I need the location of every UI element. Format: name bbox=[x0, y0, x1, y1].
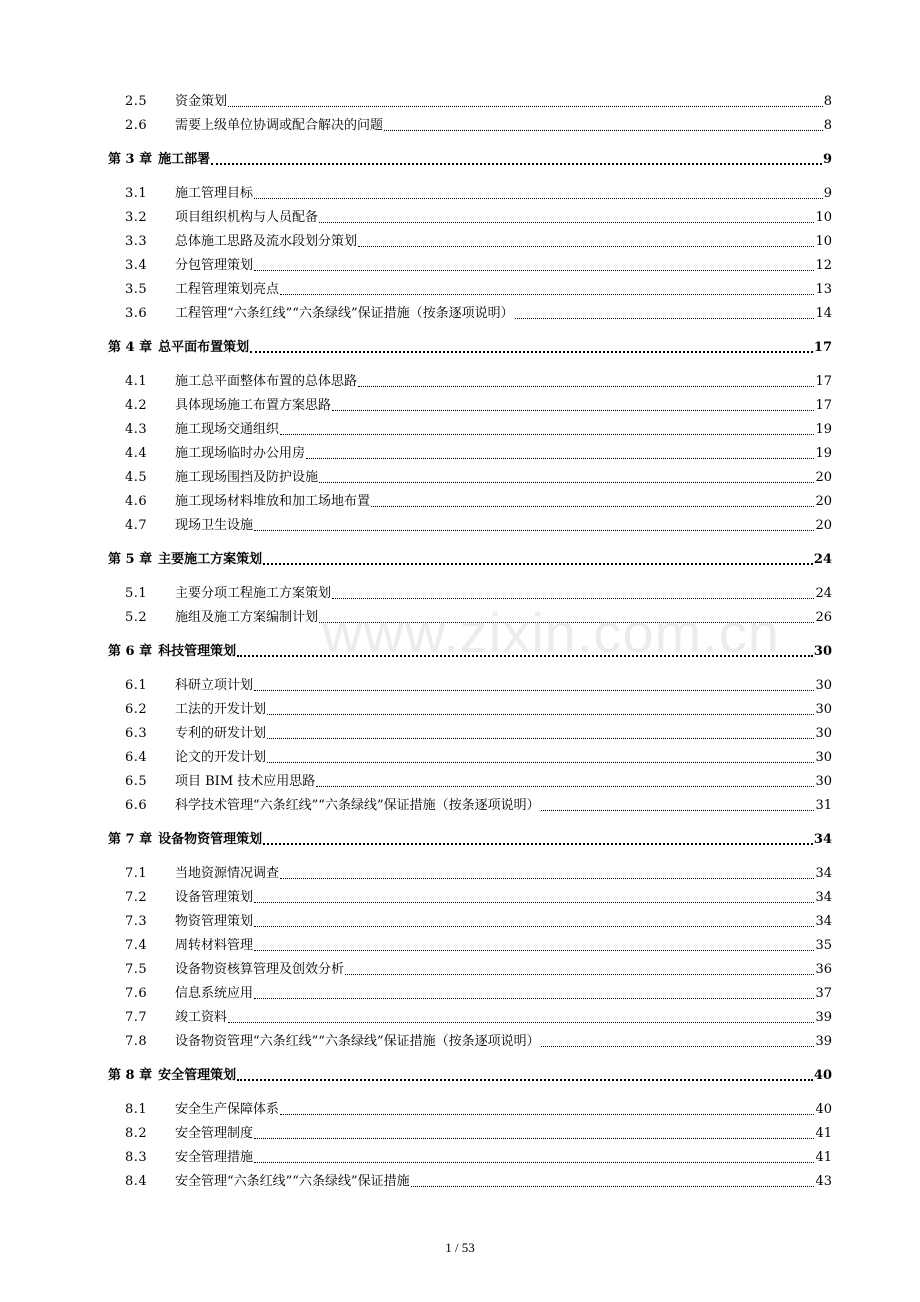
dot-leader bbox=[267, 714, 814, 715]
toc-entry-page-number: 20 bbox=[815, 518, 832, 533]
toc-entry-title: 现场卫生设施 bbox=[175, 518, 254, 533]
dot-leader bbox=[267, 762, 814, 763]
dot-leader bbox=[211, 163, 822, 165]
toc-section-entry[interactable] bbox=[108, 490, 832, 510]
toc-section-entry[interactable] bbox=[108, 230, 832, 250]
toc-entry-title: 科研立项计划 bbox=[175, 678, 254, 693]
toc-section-entry[interactable] bbox=[108, 1006, 832, 1026]
toc-entry-title: 资金策划 bbox=[175, 94, 228, 109]
toc-entry-number: 3.6 bbox=[125, 306, 148, 321]
toc-entry-number: 4.3 bbox=[125, 422, 148, 437]
toc-entry-number: 8.1 bbox=[125, 1102, 148, 1117]
toc-entry-title: 安全管理策划 bbox=[158, 1068, 237, 1083]
dot-leader bbox=[306, 458, 814, 459]
toc-entry-title: 安全生产保障体系 bbox=[175, 1102, 280, 1117]
dot-leader bbox=[254, 690, 814, 691]
toc-entry-title: 主要分项工程施工方案策划 bbox=[175, 586, 332, 601]
toc-entry-page-number: 30 bbox=[815, 774, 832, 789]
toc-section-entry[interactable] bbox=[108, 418, 832, 438]
toc-section-entry[interactable] bbox=[108, 606, 832, 626]
toc-chapter-entry[interactable] bbox=[108, 148, 832, 168]
dot-leader bbox=[250, 351, 813, 353]
dot-leader bbox=[237, 655, 813, 657]
toc-entry-title: 工程管理“六条红线”“六条绿线”保证措施（按条逐项说明） bbox=[175, 306, 514, 321]
toc-entry-page-number: 35 bbox=[815, 938, 832, 953]
dot-leader bbox=[411, 1186, 815, 1187]
toc-entry-page-number: 31 bbox=[815, 798, 832, 813]
toc-entry-number: 第 4 章 bbox=[108, 340, 153, 355]
toc-section-entry[interactable] bbox=[108, 278, 832, 298]
toc-entry-number: 4.6 bbox=[125, 494, 148, 509]
page-number-footer: 1 / 53 bbox=[445, 1240, 475, 1255]
toc-entry-page-number: 26 bbox=[815, 610, 832, 625]
toc-entry-page-number: 39 bbox=[815, 1010, 832, 1025]
toc-entry-page-number: 36 bbox=[815, 962, 832, 977]
dot-leader bbox=[254, 926, 814, 927]
toc-chapter-entry[interactable] bbox=[108, 336, 832, 356]
toc-entry-page-number: 17 bbox=[813, 340, 832, 355]
toc-entry-page-number: 19 bbox=[815, 422, 832, 437]
toc-entry-number: 3.4 bbox=[125, 258, 148, 273]
dot-leader bbox=[280, 294, 814, 295]
toc-section-entry[interactable] bbox=[108, 394, 832, 414]
toc-entry-number: 第 3 章 bbox=[108, 152, 153, 167]
toc-entry-title: 设备管理策划 bbox=[175, 890, 254, 905]
toc-entry-title: 分包管理策划 bbox=[175, 258, 254, 273]
toc-entry-title: 具体现场施工布置方案思路 bbox=[175, 398, 332, 413]
toc-entry-page-number: 9 bbox=[823, 186, 832, 201]
toc-entry-page-number: 34 bbox=[815, 866, 832, 881]
toc-entry-title: 主要施工方案策划 bbox=[158, 552, 263, 567]
toc-section-entry[interactable] bbox=[108, 934, 832, 954]
toc-entry-page-number: 17 bbox=[815, 398, 832, 413]
toc-entry-title: 项目组织机构与人员配备 bbox=[175, 210, 319, 225]
toc-entry-title: 信息系统应用 bbox=[175, 986, 254, 1001]
dot-leader bbox=[254, 530, 814, 531]
toc-section-entry[interactable] bbox=[108, 1098, 832, 1118]
dot-leader bbox=[280, 434, 814, 435]
toc-entry-title: 科学技术管理“六条红线”“六条绿线”保证措施（按条逐项说明） bbox=[175, 798, 540, 813]
toc-entry-number: 4.2 bbox=[125, 398, 148, 413]
toc-entry-number: 6.1 bbox=[125, 678, 148, 693]
toc-entry-page-number: 24 bbox=[815, 586, 832, 601]
toc-entry-title: 施工管理目标 bbox=[175, 186, 254, 201]
toc-section-entry[interactable] bbox=[108, 1030, 832, 1050]
toc-section-entry[interactable] bbox=[108, 1170, 832, 1190]
dot-leader bbox=[515, 318, 815, 319]
dot-leader bbox=[254, 1138, 814, 1139]
toc-entry-page-number: 19 bbox=[815, 446, 832, 461]
toc-entry-number: 5.1 bbox=[125, 586, 148, 601]
toc-entry-title: 施工现场交通组织 bbox=[175, 422, 280, 437]
toc-entry-title: 施工现场临时办公用房 bbox=[175, 446, 306, 461]
toc-entry-title: 施工现场围挡及防护设施 bbox=[175, 470, 319, 485]
dot-leader bbox=[254, 998, 814, 999]
dot-leader bbox=[316, 786, 814, 787]
toc-section-entry[interactable] bbox=[108, 466, 832, 486]
toc-chapter-entry[interactable] bbox=[108, 640, 832, 660]
toc-entry-title: 工程管理策划亮点 bbox=[175, 282, 280, 297]
toc-entry-title: 施组及施工方案编制计划 bbox=[175, 610, 319, 625]
dot-leader bbox=[228, 106, 823, 107]
toc-entry-number: 6.2 bbox=[125, 702, 148, 717]
toc-entry-page-number: 30 bbox=[813, 644, 832, 659]
toc-entry-number: 6.5 bbox=[125, 774, 148, 789]
dot-leader bbox=[254, 1162, 814, 1163]
toc-entry-title: 设备物资管理“六条红线”“六条绿线”保证措施（按条逐项说明） bbox=[175, 1034, 540, 1049]
toc-entry-title: 设备物资核算管理及创效分析 bbox=[175, 962, 345, 977]
toc-entry-page-number: 37 bbox=[815, 986, 832, 1001]
dot-leader bbox=[541, 1046, 815, 1047]
toc-entry-number: 8.3 bbox=[125, 1150, 148, 1165]
toc-entry-title: 专利的研发计划 bbox=[175, 726, 267, 741]
toc-entry-title: 科技管理策划 bbox=[158, 644, 237, 659]
toc-entry-page-number: 14 bbox=[815, 306, 832, 321]
toc-entry-number: 7.7 bbox=[125, 1010, 148, 1025]
toc-entry-title: 论文的开发计划 bbox=[175, 750, 267, 765]
toc-entry-number: 6.3 bbox=[125, 726, 148, 741]
toc-section-entry[interactable] bbox=[108, 910, 832, 930]
toc-entry-page-number: 40 bbox=[813, 1068, 832, 1083]
toc-entry-title: 物资管理策划 bbox=[175, 914, 254, 929]
toc-entry-number: 7.8 bbox=[125, 1034, 148, 1049]
dot-leader bbox=[358, 386, 814, 387]
toc-entry-number: 3.3 bbox=[125, 234, 148, 249]
toc-entry-title: 工法的开发计划 bbox=[175, 702, 267, 717]
toc-entry-number: 3.5 bbox=[125, 282, 148, 297]
dot-leader bbox=[319, 222, 814, 223]
toc-entry-number: 7.4 bbox=[125, 938, 148, 953]
toc-entry-page-number: 30 bbox=[815, 726, 832, 741]
dot-leader bbox=[263, 843, 813, 845]
toc-entry-page-number: 30 bbox=[815, 750, 832, 765]
toc-entry-number: 第 5 章 bbox=[108, 552, 153, 567]
toc-entry-page-number: 8 bbox=[823, 94, 832, 109]
toc-entry-number: 第 8 章 bbox=[108, 1068, 153, 1083]
dot-leader bbox=[332, 410, 814, 411]
watermark: www.zixin.com.cn bbox=[322, 601, 780, 664]
toc-entry-number: 4.5 bbox=[125, 470, 148, 485]
toc-section-entry[interactable] bbox=[108, 722, 832, 742]
toc-entry-title: 需要上级单位协调或配合解决的问题 bbox=[175, 118, 384, 133]
toc-entry-number: 3.2 bbox=[125, 210, 148, 225]
toc-entry-page-number: 10 bbox=[815, 210, 832, 225]
toc-entry-page-number: 30 bbox=[815, 678, 832, 693]
dot-leader bbox=[541, 810, 815, 811]
toc-entry-title: 安全管理措施 bbox=[175, 1150, 254, 1165]
toc-section-entry[interactable] bbox=[108, 1122, 832, 1142]
toc-section-entry[interactable] bbox=[108, 90, 832, 110]
toc-entry-page-number: 43 bbox=[815, 1174, 832, 1189]
toc-entry-number: 5.2 bbox=[125, 610, 148, 625]
dot-leader bbox=[332, 598, 814, 599]
toc-entry-page-number: 34 bbox=[813, 832, 832, 847]
toc-entry-number: 6.4 bbox=[125, 750, 148, 765]
dot-leader bbox=[319, 622, 814, 623]
toc-section-entry[interactable] bbox=[108, 1146, 832, 1166]
toc-entry-title: 竣工资料 bbox=[175, 1010, 228, 1025]
toc-entry-title: 施工部署 bbox=[158, 152, 211, 167]
dot-leader bbox=[254, 902, 814, 903]
toc-entry-number: 7.2 bbox=[125, 890, 148, 905]
toc-section-entry[interactable] bbox=[108, 582, 832, 602]
toc-entry-page-number: 13 bbox=[815, 282, 832, 297]
dot-leader bbox=[280, 878, 814, 879]
toc-entry-page-number: 41 bbox=[815, 1150, 832, 1165]
toc-entry-page-number: 34 bbox=[815, 914, 832, 929]
toc-section-entry[interactable] bbox=[108, 442, 832, 462]
toc-entry-page-number: 17 bbox=[815, 374, 832, 389]
toc-entry-number: 2.6 bbox=[125, 118, 148, 133]
toc-section-entry[interactable] bbox=[108, 206, 832, 226]
toc-section-entry[interactable] bbox=[108, 182, 832, 202]
toc-entry-number: 4.4 bbox=[125, 446, 148, 461]
toc-entry-title: 当地资源情况调查 bbox=[175, 866, 280, 881]
toc-entry-title: 周转材料管理 bbox=[175, 938, 254, 953]
toc-section-entry[interactable] bbox=[108, 674, 832, 694]
dot-leader bbox=[263, 563, 813, 565]
dot-leader bbox=[237, 1079, 813, 1081]
toc-entry-page-number: 40 bbox=[815, 1102, 832, 1117]
toc-entry-title: 施工现场材料堆放和加工场地布置 bbox=[175, 494, 371, 509]
toc-section-entry[interactable] bbox=[108, 886, 832, 906]
toc-section-entry[interactable] bbox=[108, 698, 832, 718]
toc-section-entry[interactable] bbox=[108, 514, 832, 534]
dot-leader bbox=[254, 950, 814, 951]
toc-entry-number: 7.5 bbox=[125, 962, 148, 977]
toc-entry-title: 设备物资管理策划 bbox=[158, 832, 263, 847]
toc-entry-page-number: 20 bbox=[815, 494, 832, 509]
toc-entry-number: 8.2 bbox=[125, 1126, 148, 1141]
toc-entry-number: 7.6 bbox=[125, 986, 148, 1001]
toc-entry-title: 施工总平面整体布置的总体思路 bbox=[175, 374, 358, 389]
toc-section-entry[interactable] bbox=[108, 770, 832, 790]
toc-entry-page-number: 8 bbox=[823, 118, 832, 133]
toc-entry-page-number: 12 bbox=[815, 258, 832, 273]
toc-entry-title: 安全管理“六条红线”“六条绿线”保证措施 bbox=[175, 1174, 410, 1189]
toc-entry-number: 6.6 bbox=[125, 798, 148, 813]
toc-entry-number: 第 6 章 bbox=[108, 644, 153, 659]
toc-section-entry[interactable] bbox=[108, 302, 832, 322]
dot-leader bbox=[358, 246, 814, 247]
dot-leader bbox=[254, 198, 823, 199]
toc-chapter-entry[interactable] bbox=[108, 548, 832, 568]
toc-entry-number: 7.3 bbox=[125, 914, 148, 929]
dot-leader bbox=[319, 482, 814, 483]
toc-entry-number: 4.7 bbox=[125, 518, 148, 533]
toc-entry-page-number: 24 bbox=[813, 552, 832, 567]
dot-leader bbox=[345, 974, 814, 975]
toc-section-entry[interactable] bbox=[108, 746, 832, 766]
toc-entry-page-number: 39 bbox=[815, 1034, 832, 1049]
toc-entry-number: 8.4 bbox=[125, 1174, 148, 1189]
dot-leader bbox=[228, 1022, 814, 1023]
toc-section-entry[interactable] bbox=[108, 958, 832, 978]
toc-entry-number: 第 7 章 bbox=[108, 832, 153, 847]
toc-section-entry[interactable] bbox=[108, 114, 832, 134]
toc-entry-number: 2.5 bbox=[125, 94, 148, 109]
toc-entry-title: 安全管理制度 bbox=[175, 1126, 254, 1141]
toc-chapter-entry[interactable] bbox=[108, 828, 832, 848]
dot-leader bbox=[384, 130, 823, 131]
toc-entry-page-number: 30 bbox=[815, 702, 832, 717]
toc-entry-title: 项目 BIM 技术应用思路 bbox=[175, 774, 316, 789]
toc-section-entry[interactable] bbox=[108, 794, 832, 814]
toc-section-entry[interactable] bbox=[108, 862, 832, 882]
dot-leader bbox=[254, 270, 814, 271]
toc-entry-title: 总体施工思路及流水段划分策划 bbox=[175, 234, 358, 249]
toc-entry-title: 总平面布置策划 bbox=[158, 340, 250, 355]
dot-leader bbox=[371, 506, 814, 507]
toc-entry-page-number: 20 bbox=[815, 470, 832, 485]
toc-entry-number: 4.1 bbox=[125, 374, 148, 389]
toc-entry-page-number: 10 bbox=[815, 234, 832, 249]
dot-leader bbox=[280, 1114, 814, 1115]
toc-section-entry[interactable] bbox=[108, 370, 832, 390]
toc-entry-page-number: 34 bbox=[815, 890, 832, 905]
toc-entry-number: 3.1 bbox=[125, 186, 148, 201]
toc-section-entry[interactable] bbox=[108, 982, 832, 1002]
toc-entry-page-number: 41 bbox=[815, 1126, 832, 1141]
toc-section-entry[interactable] bbox=[108, 254, 832, 274]
toc-entry-number: 7.1 bbox=[125, 866, 148, 881]
dot-leader bbox=[267, 738, 814, 739]
toc-entry-page-number: 9 bbox=[822, 152, 832, 167]
toc-chapter-entry[interactable] bbox=[108, 1064, 832, 1084]
